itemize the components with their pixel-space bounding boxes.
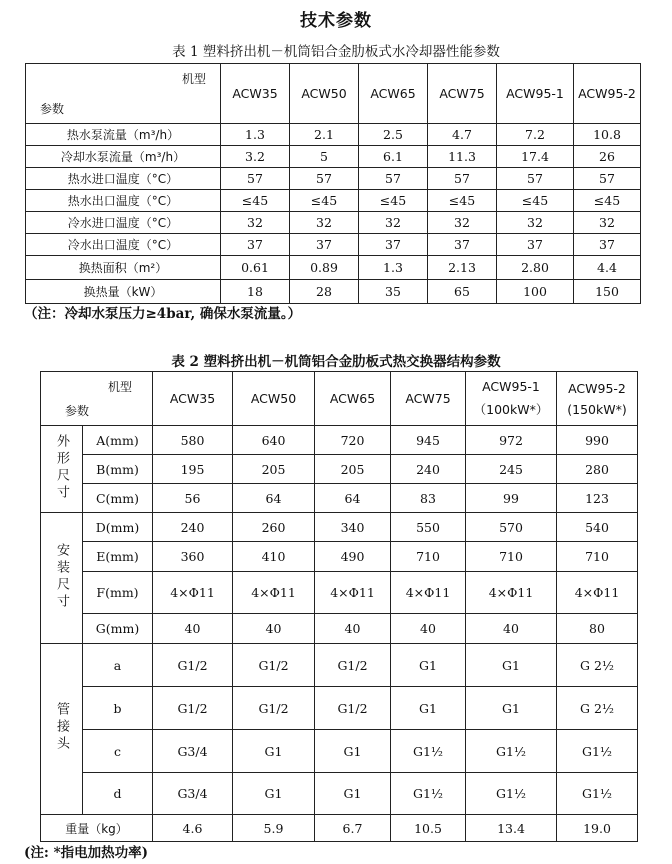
value-cell: G1 — [466, 644, 557, 687]
value-cell: G1½ — [466, 773, 557, 815]
model-name: ACW50 — [250, 391, 297, 406]
value-cell: 80 — [557, 614, 638, 644]
value-cell: 710 — [557, 542, 638, 572]
value-cell: ≤45 — [574, 190, 641, 212]
value-cell: 32 — [290, 212, 359, 234]
row-label: 热水泵流量（m³/h） — [26, 124, 221, 146]
model-name: ACW95-2 — [568, 380, 626, 396]
value-cell: 490 — [315, 542, 391, 572]
group-label-text: 管接头 — [54, 702, 69, 753]
model-header — [153, 372, 233, 426]
value-cell: 4.7 — [428, 124, 497, 146]
value-cell: G1 — [391, 644, 466, 687]
weight-row — [41, 815, 638, 842]
table-row — [41, 687, 638, 730]
value-cell: 37 — [574, 234, 641, 256]
value-cell: 40 — [466, 614, 557, 644]
value-cell: 4×Φ11 — [466, 572, 557, 614]
table-row — [41, 484, 638, 513]
table-row — [26, 124, 641, 146]
model-name: ACW65 — [329, 391, 376, 406]
row-label: F(mm) — [83, 572, 153, 614]
value-cell: 240 — [391, 455, 466, 484]
model-header: ACW35 — [221, 64, 290, 124]
value-cell: 7.2 — [497, 124, 574, 146]
value-cell: G1 — [233, 773, 315, 815]
value-cell: 1.3 — [359, 256, 428, 280]
value-cell: G 2½ — [557, 644, 638, 687]
value-cell: 3.2 — [221, 146, 290, 168]
value-cell: 17.4 — [497, 146, 574, 168]
row-label: c — [83, 730, 153, 773]
value-cell: ≤45 — [428, 190, 497, 212]
model-power: (150kW*) — [567, 401, 627, 417]
value-cell: 37 — [290, 234, 359, 256]
row-label: 冷水进口温度（°C） — [26, 212, 221, 234]
table-row — [26, 256, 641, 280]
model-header — [391, 372, 466, 426]
table1-caption: 表 1 塑料挤出机－机筒铝合金肋板式水冷却器性能参数 — [172, 44, 500, 60]
value-cell: 2.13 — [428, 256, 497, 280]
value-cell: 4×Φ11 — [153, 572, 233, 614]
row-label: 冷水出口温度（°C） — [26, 234, 221, 256]
value-cell: 1.3 — [221, 124, 290, 146]
value-cell: 4×Φ11 — [391, 572, 466, 614]
table-row — [41, 513, 638, 542]
group-label — [41, 644, 83, 815]
table-row — [41, 572, 638, 614]
row-label: d — [83, 773, 153, 815]
value-cell: G3/4 — [153, 773, 233, 815]
value-cell: 57 — [359, 168, 428, 190]
table-row — [41, 730, 638, 773]
value-cell: 4×Φ11 — [315, 572, 391, 614]
model-power: （100kW*） — [473, 402, 549, 417]
group-label — [41, 426, 83, 513]
model-name: ACW75 — [405, 391, 451, 406]
value-cell: G1/2 — [315, 687, 391, 730]
value-cell: 57 — [574, 168, 641, 190]
corner-param-label: 参数 — [65, 404, 90, 418]
row-label: 热水进口温度（°C） — [26, 168, 221, 190]
value-cell: 56 — [153, 484, 233, 513]
value-cell: G1 — [315, 730, 391, 773]
page-title: 技术参数 — [300, 11, 372, 31]
value-cell: 123 — [557, 484, 638, 513]
table-row — [26, 280, 641, 304]
value-cell: ≤45 — [221, 190, 290, 212]
value-cell: 10.8 — [574, 124, 641, 146]
row-label: B(mm) — [83, 455, 153, 484]
value-cell: 240 — [153, 513, 233, 542]
value-cell: 550 — [391, 513, 466, 542]
value-cell: 4×Φ11 — [557, 572, 638, 614]
row-label: C(mm) — [83, 484, 153, 513]
table-row — [26, 146, 641, 168]
table-row — [41, 455, 638, 484]
value-cell: 32 — [221, 212, 290, 234]
model-header: ACW95-2 — [574, 64, 641, 124]
value-cell: 972 — [466, 426, 557, 455]
value-cell: G1/2 — [153, 644, 233, 687]
value-cell: G1½ — [557, 773, 638, 815]
value-cell: 710 — [466, 542, 557, 572]
value-cell: 32 — [359, 212, 428, 234]
value-cell: 0.61 — [221, 256, 290, 280]
model-header — [466, 372, 557, 426]
value-cell: 410 — [233, 542, 315, 572]
value-cell: 32 — [497, 212, 574, 234]
value-cell: G1½ — [391, 773, 466, 815]
value-cell: G1 — [391, 687, 466, 730]
row-label: 热水出口温度（°C） — [26, 190, 221, 212]
value-cell: 64 — [315, 484, 391, 513]
value-cell: G1/2 — [233, 644, 315, 687]
value-cell: 5 — [290, 146, 359, 168]
value-cell: 195 — [153, 455, 233, 484]
table2-header-row — [41, 372, 638, 426]
weight-label: 重量（kg） — [41, 815, 153, 842]
value-cell: 18 — [221, 280, 290, 304]
value-cell: 640 — [233, 426, 315, 455]
value-cell: ≤45 — [359, 190, 428, 212]
value-cell: G1/2 — [153, 687, 233, 730]
value-cell: 99 — [466, 484, 557, 513]
value-cell: 100 — [497, 280, 574, 304]
value-cell: 40 — [153, 614, 233, 644]
value-cell: 4.4 — [574, 256, 641, 280]
value-cell: G1 — [233, 730, 315, 773]
value-cell: 26 — [574, 146, 641, 168]
value-cell: 11.3 — [428, 146, 497, 168]
table1-corner-cell — [26, 64, 221, 124]
value-cell: 360 — [153, 542, 233, 572]
value-cell: G1/2 — [233, 687, 315, 730]
value-cell: 57 — [290, 168, 359, 190]
value-cell: G1½ — [557, 730, 638, 773]
value-cell: G 2½ — [557, 687, 638, 730]
value-cell: 540 — [557, 513, 638, 542]
value-cell: 5.9 — [233, 815, 315, 842]
value-cell: 150 — [574, 280, 641, 304]
table1-header-row — [26, 64, 641, 124]
value-cell: 6.1 — [359, 146, 428, 168]
value-cell: G1½ — [391, 730, 466, 773]
value-cell: 40 — [391, 614, 466, 644]
row-label: A(mm) — [83, 426, 153, 455]
row-label: 换热量（kW） — [26, 280, 221, 304]
performance-table — [25, 63, 641, 304]
table2-corner-cell — [41, 372, 153, 426]
value-cell: 37 — [428, 234, 497, 256]
value-cell: 19.0 — [557, 815, 638, 842]
value-cell: ≤45 — [290, 190, 359, 212]
value-cell: 65 — [428, 280, 497, 304]
value-cell: 570 — [466, 513, 557, 542]
value-cell: 57 — [497, 168, 574, 190]
group-label-text: 外形尺寸 — [54, 433, 69, 502]
value-cell: 37 — [221, 234, 290, 256]
corner-model-label: 机型 — [181, 72, 206, 86]
value-cell: 4×Φ11 — [233, 572, 315, 614]
row-label: a — [83, 644, 153, 687]
value-cell: 32 — [574, 212, 641, 234]
value-cell: 205 — [315, 455, 391, 484]
value-cell: 4.6 — [153, 815, 233, 842]
value-cell: 6.7 — [315, 815, 391, 842]
value-cell: 37 — [359, 234, 428, 256]
model-name: ACW35 — [169, 391, 216, 406]
table-row — [26, 168, 641, 190]
row-label: 冷却水泵流量（m³/h） — [26, 146, 221, 168]
value-cell: 40 — [233, 614, 315, 644]
value-cell: 83 — [391, 484, 466, 513]
row-label: G(mm) — [83, 614, 153, 644]
value-cell: G1½ — [466, 730, 557, 773]
table-row — [41, 773, 638, 815]
table1-note: （注：冷却水泵压力≥4bar, 确保水泵流量。） — [24, 306, 302, 322]
value-cell: 245 — [466, 455, 557, 484]
value-cell: 990 — [557, 426, 638, 455]
value-cell: 28 — [290, 280, 359, 304]
value-cell: 710 — [391, 542, 466, 572]
value-cell: G1 — [315, 773, 391, 815]
structure-table — [40, 371, 638, 842]
value-cell: 945 — [391, 426, 466, 455]
value-cell: 57 — [221, 168, 290, 190]
value-cell: 0.89 — [290, 256, 359, 280]
table-row — [26, 212, 641, 234]
value-cell: G1 — [466, 687, 557, 730]
model-header: ACW75 — [428, 64, 497, 124]
model-header — [557, 372, 638, 426]
value-cell: 40 — [315, 614, 391, 644]
row-label: 换热面积（m²） — [26, 256, 221, 280]
model-header — [233, 372, 315, 426]
value-cell: 280 — [557, 455, 638, 484]
value-cell: 2.80 — [497, 256, 574, 280]
row-label: b — [83, 687, 153, 730]
value-cell: G1/2 — [315, 644, 391, 687]
table-row — [41, 426, 638, 455]
model-header: ACW50 — [290, 64, 359, 124]
value-cell: 37 — [497, 234, 574, 256]
group-label — [41, 513, 83, 644]
value-cell: 10.5 — [391, 815, 466, 842]
table2-note: (注: *指电加热功率) — [24, 845, 149, 861]
value-cell: 340 — [315, 513, 391, 542]
row-label: E(mm) — [83, 542, 153, 572]
row-label: D(mm) — [83, 513, 153, 542]
value-cell: 720 — [315, 426, 391, 455]
value-cell: 57 — [428, 168, 497, 190]
value-cell: 205 — [233, 455, 315, 484]
corner-param-label: 参数 — [40, 102, 65, 116]
group-label-text: 安装尺寸 — [54, 542, 69, 611]
value-cell: 13.4 — [466, 815, 557, 842]
table-row — [41, 542, 638, 572]
value-cell: G3/4 — [153, 730, 233, 773]
value-cell: 260 — [233, 513, 315, 542]
table-row — [26, 234, 641, 256]
table2-caption: 表 2 塑料挤出机－机筒铝合金肋板式热交换器结构参数 — [171, 354, 501, 370]
model-header: ACW65 — [359, 64, 428, 124]
value-cell: 2.5 — [359, 124, 428, 146]
value-cell: 32 — [428, 212, 497, 234]
model-header: ACW95-1 — [497, 64, 574, 124]
model-header — [315, 372, 391, 426]
value-cell: 64 — [233, 484, 315, 513]
corner-model-label: 机型 — [107, 380, 132, 394]
table-row — [41, 614, 638, 644]
value-cell: 2.1 — [290, 124, 359, 146]
value-cell: 35 — [359, 280, 428, 304]
table-row — [26, 190, 641, 212]
value-cell: ≤45 — [497, 190, 574, 212]
value-cell: 580 — [153, 426, 233, 455]
table-row — [41, 644, 638, 687]
model-name: ACW95-1 — [482, 379, 540, 394]
